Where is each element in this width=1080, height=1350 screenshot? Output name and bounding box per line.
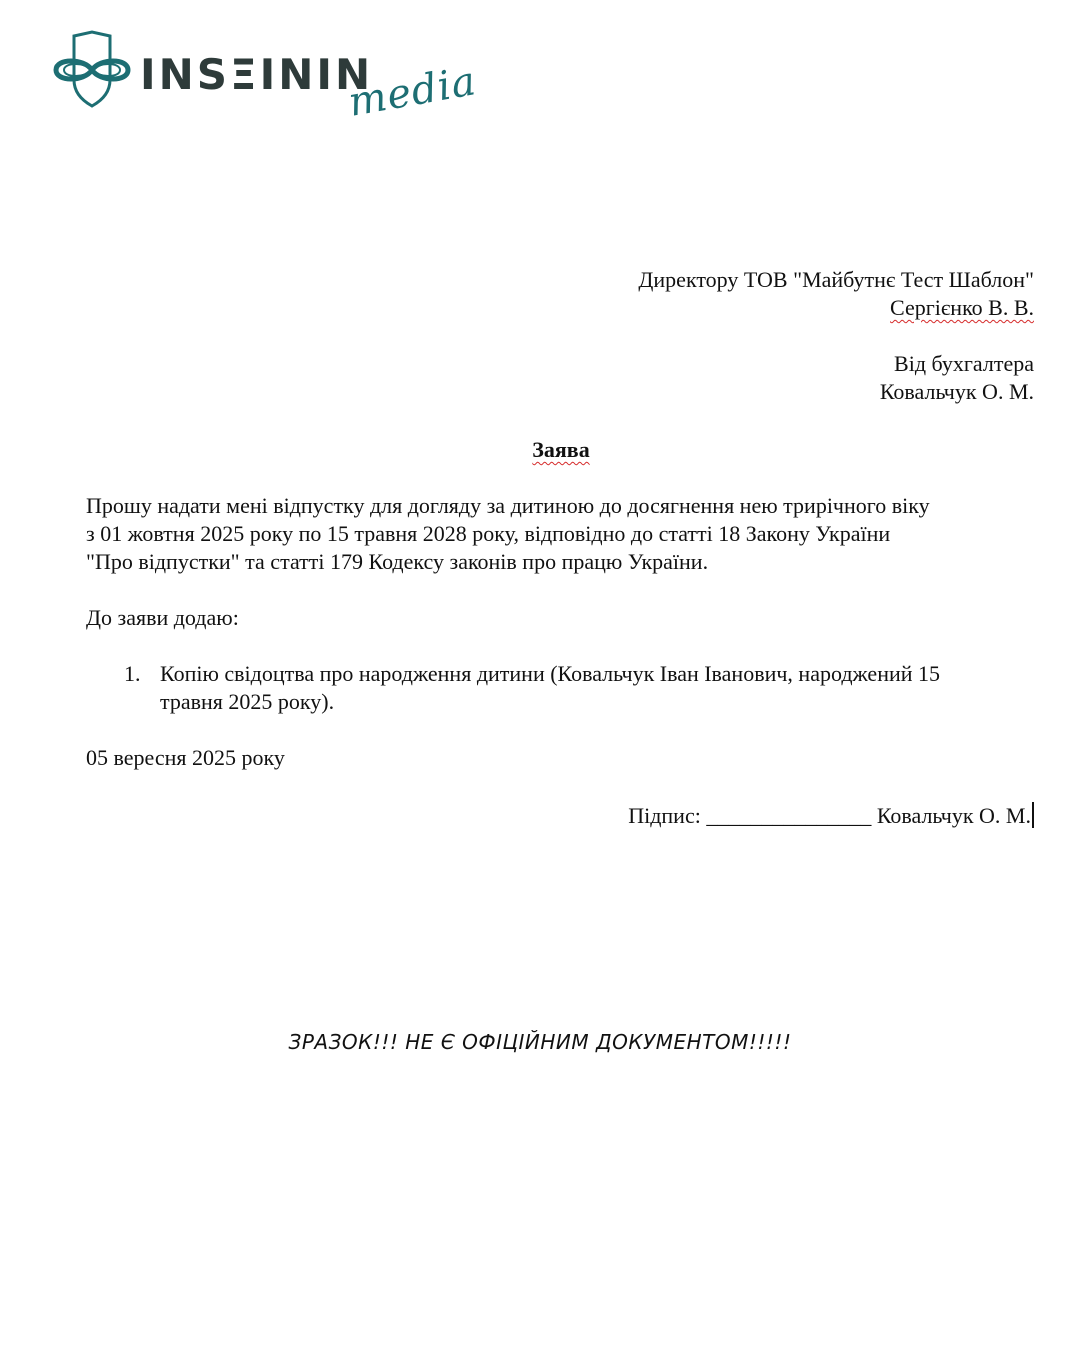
logo-wordmark: INSΞINІN xyxy=(140,50,374,99)
signature-line[interactable] xyxy=(628,802,1034,830)
body-line-2: з 01 жовтня 2025 року по 15 травня 2028 року, відповідно до статті 18 Закону України xyxy=(86,521,891,546)
sender-line-1: Від бухгалтера xyxy=(894,351,1034,376)
sender-line-2: Ковальчук О. М. xyxy=(879,379,1034,404)
attachments-heading: До заяви додаю: xyxy=(86,605,239,630)
body-line-3: "Про відпустки" та статті 179 Кодексу законів про працю України. xyxy=(86,549,709,574)
list-item-number: 1. xyxy=(124,661,141,686)
recipient-line-1: Директору ТОВ "Майбутнє Тест Шаблон" xyxy=(638,267,1034,292)
company-logo xyxy=(50,30,490,130)
text-cursor xyxy=(1032,802,1034,828)
document-date: 05 вересня 2025 року xyxy=(86,745,285,770)
recipient-name: Сергієнко В. В. xyxy=(890,295,1034,320)
infinity-shield-icon xyxy=(50,30,134,110)
signature-text: Підпис: _______________ Ковальчук О. М. xyxy=(628,803,1031,828)
document-title: Заява xyxy=(532,437,590,462)
body-line-1: Прошу надати мені відпустку для догляду за дитиною до досягнення нею трирічного віку xyxy=(86,493,930,518)
logo-media-script: media xyxy=(344,58,480,126)
list-item-line-1: Копію свідоцтва про народження дитини (Ковальчук Іван Іванович, народжений 15 xyxy=(160,661,941,686)
sample-watermark: ЗРАЗОК!!! НЕ Є ОФІЦІЙНИМ ДОКУМЕНТОМ!!!!! xyxy=(288,1030,792,1054)
recipient-line-2 xyxy=(890,294,1034,322)
list-item-line-2: травня 2025 року). xyxy=(160,689,335,714)
